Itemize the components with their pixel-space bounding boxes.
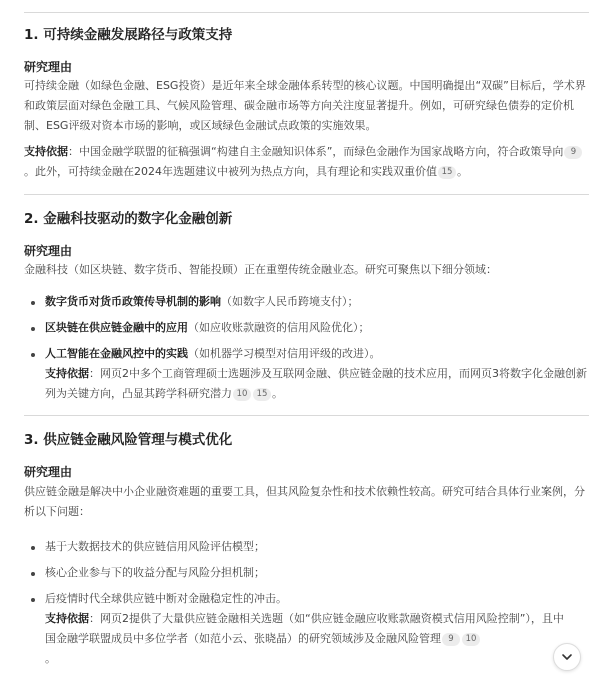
section-2-support (45, 364, 590, 404)
section-2-reason-text: 金融科技（如区块链、数字货币、智能投顾）正在重塑传统金融业态。研究可聚焦以下细分领域： (24, 263, 497, 276)
list-item: 核心企业参与下的收益分配与风险分担机制； (45, 566, 265, 579)
bullet-dot (31, 301, 35, 305)
bullet-dot (31, 327, 35, 331)
support-text: ：中国金融学联盟的征稿强调“构建自主金融知识体系”，而绿色金融作为国家战略方向，符合政策导向 (68, 145, 564, 158)
support-label: 支持依据 (24, 145, 68, 158)
section-divider (24, 12, 589, 13)
scroll-down-button[interactable] (553, 643, 581, 671)
bullet-dot (31, 353, 35, 357)
support-text: 。 (272, 387, 283, 400)
citation-badge[interactable]: 10 (233, 388, 251, 401)
citation-badge[interactable]: 10 (462, 633, 480, 646)
bullet-dot (31, 546, 35, 550)
section-divider (24, 415, 589, 416)
section-2-reason-heading: 研究理由 (24, 244, 73, 258)
support-text: 。 (45, 652, 56, 665)
list-item: 区块链在供应链金融中的应用（如应收账款融资的信用风险优化）； (45, 321, 370, 334)
support-label: 支持依据 (45, 612, 89, 625)
support-text: 。 (457, 165, 468, 178)
chevron-down-icon (561, 651, 573, 663)
section-1-reason-heading: 研究理由 (24, 60, 73, 74)
support-label: 支持依据 (45, 367, 89, 380)
section-1-title: 1. 可持续金融发展路径与政策支持 (24, 27, 233, 43)
section-divider (24, 194, 589, 195)
section-3-title: 3. 供应链金融风险管理与模式优化 (24, 432, 233, 448)
bullet-dot (31, 598, 35, 602)
section-3-reason-text: 供应链金融是解决中小企业融资难题的重要工具，但其风险复杂性和技术依赖性较高。研究可结合具体行业案例，分析以下问题： (24, 485, 585, 518)
section-3-support (45, 609, 565, 669)
list-item: 基于大数据技术的供应链信用风险评估模型； (45, 540, 265, 553)
section-1-reason-text: 可持续金融（如绿色金融、ESG投资）是近年来全球金融体系转型的核心议题。中国明确提出“双碳”目标后，学术界和政策层面对绿色金融工具、气候风险管理、碳金融市场等方向关注度显著提升。例如，可研究绿色债券的定价机制、ESG评级对资本市场的影响，或区域绿色金融试点政策的实施效果。 (24, 79, 586, 132)
citation-badge[interactable]: 9 (442, 633, 460, 646)
support-text: 。此外，可持续金融在2024年选题建议中被列为热点方向，具有理论和实践双重价值 (24, 165, 437, 178)
section-3-reason-heading: 研究理由 (24, 465, 73, 479)
list-item: 后疫情时代全球供应链中断对金融稳定性的冲击。 (45, 592, 287, 605)
section-1-support (24, 142, 590, 182)
bullet-dot (31, 572, 35, 576)
support-text: ：网页2提供了大量供应链金融相关选题（如“供应链金融应收账款融资模式信用风险控制”），且中国金融学联盟成员中多位学者（如范小云、张晓晶）的研究领域涉及金融风险管理 (45, 612, 564, 645)
list-item: 数字货币对货币政策传导机制的影响（如数字人民币跨境支付）； (45, 295, 359, 308)
citation-badge[interactable]: 9 (564, 146, 582, 159)
citation-badge[interactable]: 15 (253, 388, 271, 401)
citation-badge[interactable]: 15 (438, 166, 456, 179)
section-2-title: 2. 金融科技驱动的数字化金融创新 (24, 211, 233, 227)
support-text: ：网页2中多个工商管理硕士选题涉及互联网金融、供应链金融的技术应用，而网页3将数字化金融创新列为关键方向，凸显其跨学科研究潜力 (45, 367, 587, 400)
list-item: 人工智能在金融风控中的实践（如机器学习模型对信用评级的改进）。 (45, 347, 381, 360)
